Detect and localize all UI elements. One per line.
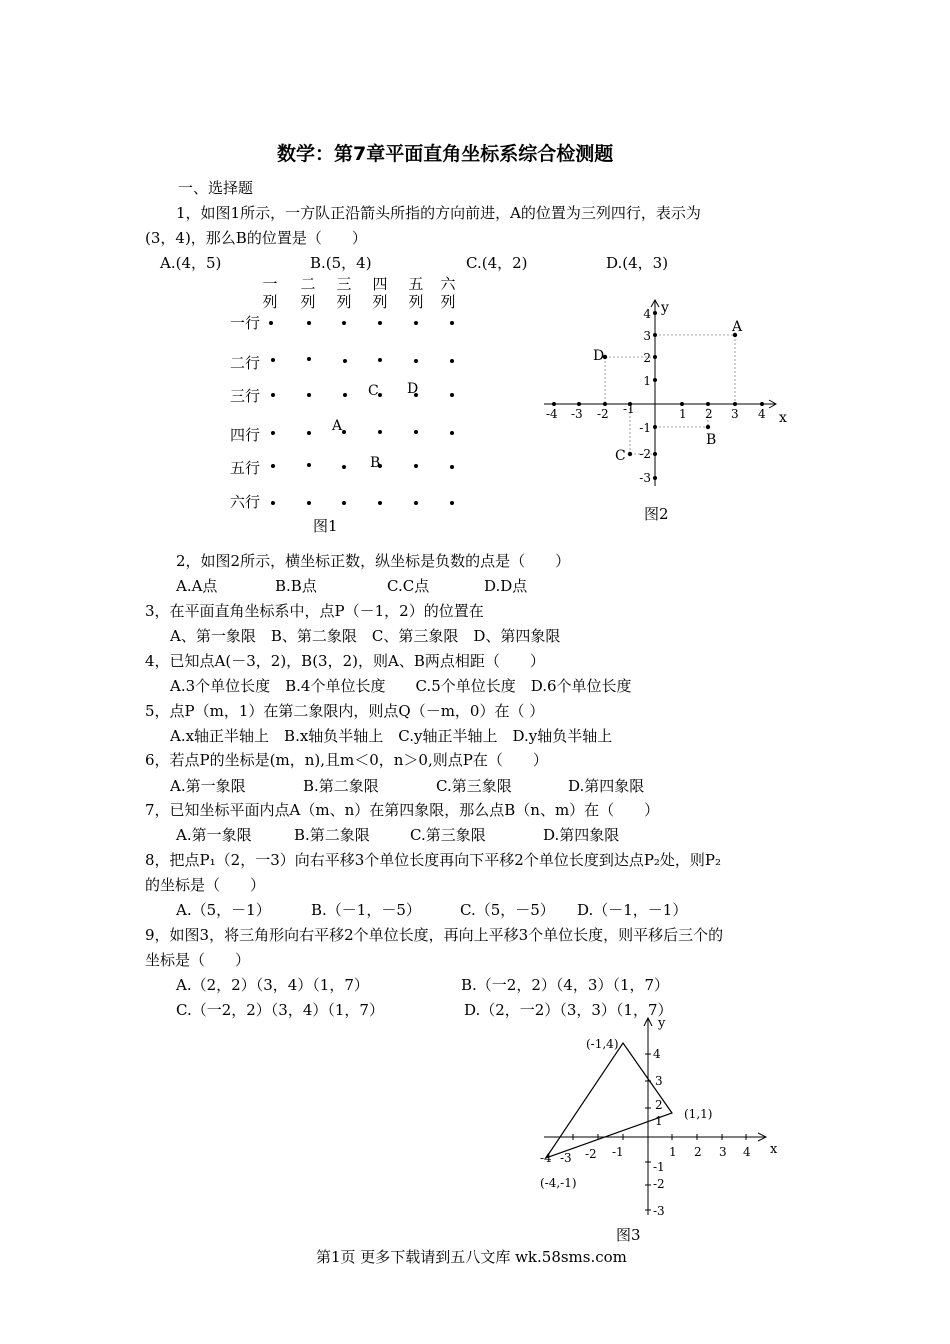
q2-option-c: C.C点 [387, 577, 430, 595]
fig2-label-d: D [593, 348, 605, 364]
fig1-label-c: C [368, 383, 379, 399]
q1-option-c: C.(4，2) [466, 254, 528, 272]
fig2-label-a: A [732, 319, 743, 335]
fig1-col6-a: 六 [440, 275, 456, 293]
fig1-col3-a: 三 [336, 275, 352, 293]
fig3-xtick: -4 [540, 1151, 552, 1165]
fig2-ytick: -3 [639, 471, 651, 485]
page-title: 数学：第7章平面直角坐标系综合检测题 [277, 143, 614, 165]
fig3-ytick: 3 [655, 1074, 663, 1088]
q9-line1: 9，如图3，将三角形向右平移2个单位长度，再向上平移3个单位长度，则平移后三个的 [145, 926, 724, 944]
fig2-xtick: 4 [758, 407, 766, 421]
fig2-y-ticks [639, 307, 651, 485]
fig1-col4-b: 列 [372, 293, 388, 311]
fig1-column-headers [262, 275, 456, 311]
fig2-xtick: -2 [597, 407, 609, 421]
q9-option-c: C.（一2，2）（3，4）（1，7） [176, 1001, 384, 1019]
fig3-ytick: -3 [653, 1204, 665, 1218]
fig3-ytick: 2 [655, 1098, 663, 1112]
fig2-xtick: 3 [731, 407, 739, 421]
fig3-ytick: -1 [653, 1160, 665, 1174]
fig3-xtick: 2 [694, 1145, 702, 1159]
q3-line: 3，在平面直角坐标系中，点P（－1，2）的位置在 [145, 602, 484, 620]
q9-option-b: B.（一2，2）（4，3）（1，7） [461, 976, 670, 994]
fig3-caption: 图3 [616, 1226, 641, 1244]
fig3-x-axis-label: x [770, 1142, 778, 1157]
fig1-label-a: A [332, 418, 343, 434]
q8-option-b: B.（－1，－5） [311, 901, 421, 919]
fig1-col1-b: 列 [262, 293, 278, 311]
fig1-label-d: D [407, 381, 419, 397]
fig3-label-right: (1,1) [684, 1107, 713, 1121]
page-footer: 第1页 更多下载请到五八文库 wk.58sms.com [316, 1248, 627, 1266]
fig3-y-axis-label: y [658, 1016, 666, 1031]
fig3-ytick: 1 [655, 1114, 663, 1128]
q6-option-c: C.第三象限 [436, 777, 512, 795]
fig3-xtick: 4 [743, 1145, 751, 1159]
fig3-xtick: -1 [612, 1145, 624, 1159]
q8-line2: 的坐标是（ ） [145, 876, 266, 894]
fig3-y-ticks [653, 1047, 665, 1218]
fig1-col2-b: 列 [300, 293, 316, 311]
fig3-ytick: 4 [653, 1047, 661, 1061]
fig1-row4: 四行 [230, 426, 261, 444]
q8-option-a: A.（5，－1） [176, 901, 271, 919]
fig2-ytick: 4 [643, 307, 651, 321]
fig2-ytick: 2 [643, 351, 651, 365]
fig2-caption: 图2 [644, 505, 669, 523]
fig1-row-labels [230, 314, 260, 511]
q2-option-a: A.A点 [176, 577, 218, 595]
fig3-vertex-labels [540, 1037, 712, 1190]
fig2-xtick: 1 [679, 407, 687, 421]
fig1-label-b: B [370, 455, 381, 471]
fig1-dots [269, 321, 454, 505]
fig2-xtick: 2 [705, 407, 713, 421]
figure-3 [530, 1010, 790, 1246]
fig2-x-axis-label: x [779, 410, 787, 426]
fig3-label-left: (-4,-1) [540, 1176, 577, 1190]
fig3-ytick: -2 [653, 1177, 665, 1191]
fig1-row2: 二行 [230, 354, 261, 372]
fig3-xtick: -2 [585, 1147, 597, 1161]
fig1-row3: 三行 [230, 387, 261, 405]
q6-option-d: D.第四象限 [568, 777, 645, 795]
q1-option-a: A.(4，5) [160, 254, 222, 272]
fig2-tick-dots [552, 311, 764, 480]
fig2-point-labels [593, 319, 743, 464]
q9-line2: 坐标是（ ） [145, 951, 251, 969]
fig2-ytick: -1 [639, 421, 651, 435]
q6-option-a: A.第一象限 [170, 777, 246, 795]
q8-line1: 8，把点P₁（2，一3）向右平移3个单位长度再向下平移2个单位长度到达点P₂处，则P₂ [145, 851, 722, 869]
q2-line: 2，如图2所示，横坐标正数，纵坐标是负数的点是（ ） [176, 552, 571, 570]
fig2-label-c: C [615, 448, 626, 464]
fig1-row6: 六行 [230, 493, 261, 511]
fig2-xtick: -1 [623, 402, 635, 416]
fig1-caption: 图1 [313, 517, 338, 535]
q4-line: 4，已知点A(－3，2)，B(3，2)，则A、B两点相距（ ） [145, 652, 545, 670]
fig2-label-b: B [706, 432, 717, 448]
q8-option-d: D.（－1，－1） [577, 901, 688, 919]
fig1-row5: 五行 [230, 459, 261, 477]
fig2-points [603, 333, 737, 456]
fig2-xtick: -3 [571, 407, 583, 421]
fig1-col3-b: 列 [336, 293, 352, 311]
fig2-ytick: 1 [643, 374, 651, 388]
fig2-ytick: 3 [643, 329, 651, 343]
q6-line: 6，若点P的坐标是(m，n),且m＜0，n＞0,则点P在（ ） [145, 751, 548, 769]
q1-line1: 1，如图1所示，一方队正沿箭头所指的方向前进，A的位置为三列四行，表示为 [176, 204, 701, 222]
q7-option-b: B.第二象限 [294, 826, 370, 844]
fig1-col4-a: 四 [372, 275, 388, 293]
fig3-xtick: -3 [560, 1151, 572, 1165]
figure-1 [220, 270, 480, 540]
q1-line2: (3，4)，那么B的位置是（ ） [145, 229, 367, 247]
fig2-ytick: -2 [639, 447, 651, 461]
q5-options: A.x轴正半轴上 B.x轴负半轴上 C.y轴正半轴上 D.y轴负半轴上 [170, 727, 613, 745]
fig3-xtick: 1 [669, 1145, 677, 1159]
fig3-xtick: 3 [719, 1145, 727, 1159]
q1-option-d: D.(4，3) [606, 254, 669, 272]
q9-option-a: A.（2，2）（3，4）（1，7） [176, 976, 369, 994]
fig1-col6-b: 列 [440, 293, 456, 311]
q1-option-b: B.(5，4) [310, 254, 372, 272]
fig1-col2-a: 二 [300, 275, 316, 293]
q7-line: 7，已知坐标平面内点A（m、n）在第四象限，那么点B（n、m）在（ ） [145, 801, 660, 819]
fig3-label-top: (-1,4) [586, 1037, 619, 1051]
q2-option-b: B.B点 [275, 577, 317, 595]
q3-options: A、第一象限 B、第二象限 C、第三象限 D、第四象限 [170, 627, 561, 645]
q8-option-c: C.（5，－5） [460, 901, 555, 919]
q7-option-a: A.第一象限 [176, 826, 252, 844]
q7-option-c: C.第三象限 [410, 826, 486, 844]
q7-option-d: D.第四象限 [543, 826, 620, 844]
q4-options: A.3个单位长度 B.4个单位长度 C.5个单位长度 D.6个单位长度 [170, 677, 632, 695]
q2-option-d: D.D点 [484, 577, 528, 595]
fig1-row1: 一行 [230, 314, 261, 332]
figure-2 [540, 294, 795, 530]
q6-option-b: B.第二象限 [303, 777, 379, 795]
q5-line: 5，点P（m，1）在第二象限内，则点Q（－m，0）在（ ） [145, 702, 545, 720]
fig1-col5-a: 五 [408, 275, 424, 293]
fig2-xtick: -4 [546, 407, 558, 421]
fig1-col1-a: 一 [262, 275, 278, 293]
q9-option-d: D.（2，一2）（3，3）（1，7） [464, 1001, 673, 1019]
section-heading: 一、选择题 [178, 179, 254, 197]
fig2-y-axis-label: y [661, 300, 669, 316]
fig1-col5-b: 列 [408, 293, 424, 311]
